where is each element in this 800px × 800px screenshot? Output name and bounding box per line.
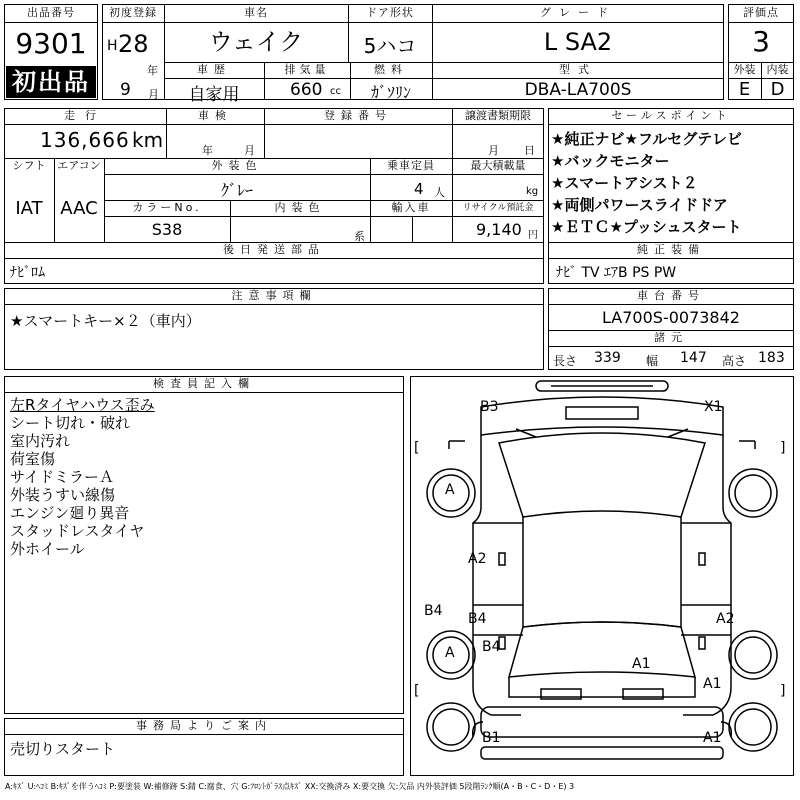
mark-a1-right: A1: [703, 676, 722, 692]
type-value: DBA-LA700S: [524, 80, 632, 100]
later-parts-label: 後日発送部品: [223, 243, 325, 256]
mileage-label: 走行: [64, 109, 106, 122]
later-parts-value: ﾅﾋﾞﾛﾑ: [10, 265, 45, 281]
mileage-value: 136,666: [40, 128, 130, 152]
reg-month-unit: 月: [148, 88, 159, 101]
ac-value: AAC: [60, 198, 98, 219]
inspector-line: 室内汚れ: [10, 432, 71, 450]
capacity-value: 4: [414, 180, 424, 198]
model-name: ウェイク: [208, 28, 304, 56]
fuel-label: 燃料: [374, 63, 408, 76]
capacity-unit: 人: [434, 186, 445, 199]
reg-month: 9: [120, 80, 131, 100]
inspector-line: 外ホイール: [10, 540, 85, 558]
inspector-label: 検査員記入欄: [153, 377, 255, 390]
int-color-label: 内装色: [274, 201, 326, 214]
model-label: 車名: [244, 6, 268, 19]
regno-label: 登録番号: [324, 109, 392, 122]
reg-year: 28: [118, 30, 149, 58]
width-value: 147: [680, 350, 707, 366]
mark-a2-left: A2: [468, 551, 487, 567]
recycle-unit: 円: [528, 230, 538, 241]
import-label: 輸入車: [391, 201, 431, 214]
first-listing-label: 初出品: [12, 68, 90, 96]
height-label: 高さ: [722, 354, 747, 368]
interior-grade: D: [770, 79, 785, 100]
score-value: 3: [752, 25, 770, 58]
displacement-unit: cc: [330, 86, 341, 97]
door-type: 5ハコ: [363, 34, 417, 58]
inspector-line: シート切れ・破れ: [10, 414, 131, 432]
mark-b4-mid: B4: [468, 611, 487, 627]
bracket-left-rear: [: [414, 683, 420, 699]
interior-grade-label: 内装: [766, 63, 789, 76]
bracket-right-rear: ]: [780, 683, 786, 699]
sales-point-item: ★スマートアシスト２: [551, 174, 698, 192]
lot-label: 出品番号: [27, 6, 75, 19]
length-value: 339: [594, 350, 621, 366]
office-label: 事務局よりご案内: [136, 719, 272, 732]
reg-year-unit: 年: [147, 64, 158, 77]
height-value: 183: [758, 350, 785, 366]
door-label: ドア形状: [366, 6, 414, 19]
score-label: 評価点: [743, 6, 779, 19]
ext-color-value: ｸﾞﾚｰ: [220, 181, 253, 200]
mark-b1: B1: [482, 730, 501, 746]
sales-point-item: ★両側パワースライドドア: [551, 196, 728, 214]
inspection-year-unit: 年: [202, 144, 213, 157]
mark-a-rear-left: A: [445, 645, 455, 661]
inspector-line: サイドミラーＡ: [10, 468, 114, 486]
sales-points-label: セールスポイント: [611, 109, 731, 122]
mark-a-front-left: A: [445, 482, 455, 498]
chassis-number: LA700S-0073842: [602, 308, 740, 327]
history-label: 車歴: [197, 63, 231, 76]
inspector-line: エンジン廻り異音: [10, 504, 130, 522]
mark-a2-right: A2: [716, 611, 735, 627]
grade-label: グレード: [540, 6, 616, 19]
load-unit: kg: [526, 186, 539, 197]
inspector-line: 左Rタイヤハウス歪み: [10, 396, 155, 414]
transfer-label: 譲渡書類期限: [465, 109, 531, 122]
exterior-grade-label: 外装: [733, 63, 756, 76]
mark-b3: B3: [480, 399, 499, 415]
recycle-label: リサイクル預託金: [462, 203, 534, 213]
spec-label: 諸元: [654, 331, 688, 344]
inspector-line: スタッドレスタイヤ: [10, 522, 145, 540]
notes-label: 注意事項欄: [231, 289, 317, 302]
office-value: 売切りスタート: [10, 740, 116, 758]
mark-a1-bottom: A1: [703, 730, 722, 746]
type-label: 型式: [559, 63, 597, 76]
ext-color-label: 外装色: [211, 159, 263, 172]
color-no-value: S38: [151, 220, 183, 239]
mark-b4-lower: B4: [482, 639, 501, 655]
car-outline-drawing: [411, 377, 793, 775]
inspector-line: 荷室傷: [10, 450, 56, 468]
shift-label: シフト: [12, 159, 46, 172]
transfer-month-unit: 月: [488, 144, 499, 157]
inspection-month-unit: 月: [244, 144, 255, 157]
car-diagram: [410, 376, 794, 776]
capacity-label: 乗車定員: [387, 159, 435, 172]
equipment-label: 純正装備: [637, 243, 705, 256]
notes-value: ★スマートキー×２（車内）: [10, 312, 201, 330]
exterior-grade: E: [738, 79, 751, 100]
width-label: 幅: [646, 354, 659, 368]
inspection-label: 車検: [198, 109, 232, 122]
transfer-day-unit: 日: [524, 144, 535, 157]
fuel-value: ｶﾞｿﾘﾝ: [370, 83, 411, 102]
inspector-list: [10, 396, 400, 558]
lot-number: 9301: [15, 27, 87, 60]
chassis-label: 車台番号: [637, 289, 705, 302]
ac-label: エアコン: [57, 159, 101, 172]
sales-points-list: [551, 128, 791, 238]
sales-point-item: ★バックモニター: [551, 152, 670, 170]
inspector-line: 外装うすい線傷: [10, 486, 116, 504]
bracket-left-front: [: [414, 440, 420, 456]
reg-era: H: [107, 38, 118, 54]
history-value: 自家用: [188, 85, 240, 105]
shift-value: IAT: [15, 198, 43, 219]
color-no-label: カラーNo.: [132, 201, 202, 214]
int-color-unit: 系: [354, 230, 365, 243]
mark-a1-center: A1: [632, 656, 651, 672]
displacement-label: 排気量: [284, 63, 330, 76]
mileage-unit: km: [132, 128, 164, 152]
reg-label: 初度登録: [109, 6, 157, 19]
grade-value: L SA2: [543, 28, 613, 56]
equipment-value: ﾅﾋﾞ TV ｴｱB PS PW: [556, 265, 677, 281]
length-label: 長さ: [553, 354, 578, 368]
mark-x1: X1: [704, 399, 723, 415]
displacement-value: 660: [290, 80, 323, 100]
bracket-right-front: ]: [780, 440, 786, 456]
recycle-value: 9,140: [476, 220, 522, 239]
legend-text: A:ｷｽﾞ U:ﾍｺﾐ B:ｷｽﾞを伴うﾍｺﾐ P:要塗装 W:補修跡 S:錆 C:腐食、穴 G:ﾌﾛﾝﾄｶﾞﾗｽ点ｷｽﾞ XX:交換済み X:要交換 欠:欠品 内外装評価 5段階ﾗﾝｸ順(A・B・C・D・E) 3: [5, 782, 575, 791]
load-label: 最大積載量: [470, 159, 526, 172]
sales-point-item: ★ＥＴＣ★プッシュスタート: [551, 218, 742, 236]
sales-point-item: ★純正ナビ★フルセグテレビ: [551, 130, 742, 148]
mark-b4-left: B4: [424, 603, 443, 619]
